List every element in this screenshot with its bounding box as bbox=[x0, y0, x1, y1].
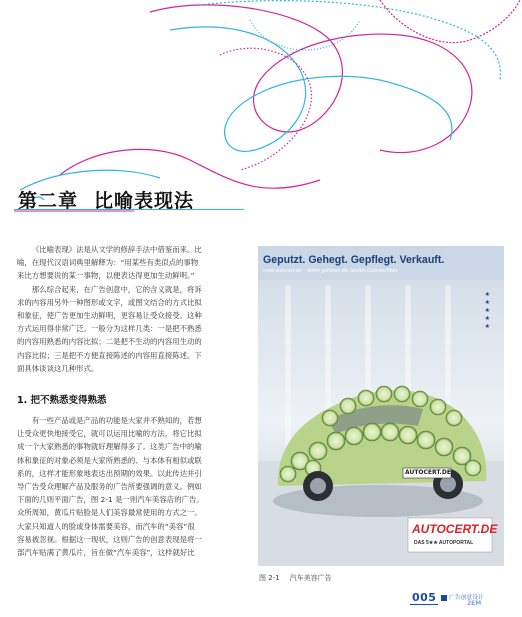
title-underline bbox=[14, 207, 244, 212]
ad-subline: www.autocert.de – dohin gehören die besten Gebrauchten. bbox=[263, 268, 399, 274]
ad-headline: Geputzt. Gehegt. Gepflegt. Verkauft. bbox=[263, 254, 445, 266]
body-line: 和象征，使广告更加生动鲜明，更容易让受众接受。这种 bbox=[17, 311, 202, 321]
page-number-underline bbox=[410, 604, 438, 605]
body-line: 大家只知道人的脸或身体需要美容，而汽车的“美容”很 bbox=[17, 521, 195, 531]
star-rating: ★ ★ ★ ★ ★ bbox=[484, 291, 490, 330]
decorative-swirl-graphic bbox=[0, 0, 522, 200]
section-paragraph bbox=[17, 414, 247, 559]
body-line: 面具体谈谈这几种形式。 bbox=[17, 363, 99, 373]
body-line: 导广告受众理解产品及服务的广告所要强调的意义。例如 bbox=[17, 482, 202, 492]
ad-figure bbox=[258, 246, 504, 566]
body-line: 下面的几则平面广告，图 2-1 是一则汽车美容店的广告。 bbox=[17, 495, 204, 505]
running-head-text: 广告创意设计 bbox=[449, 595, 484, 601]
body-line: 那么综合起来，在广告创意中，它的含义就是，将诉 bbox=[31, 284, 202, 294]
chapter-name: 比喻表现法 bbox=[94, 190, 195, 212]
body-line: 方式运用得非常广泛。一般分为这样几类：一是把不熟悉 bbox=[17, 324, 202, 334]
body-line: 体和象征的对象必须是大家所熟悉的、与本体有相似或联 bbox=[17, 455, 202, 465]
body-line: 容易被忽视。根据这一现状，这则广告的创意表现是将一 bbox=[17, 534, 202, 544]
license-plate-text: AUTOCERT.DE bbox=[405, 469, 451, 476]
figure-caption bbox=[259, 573, 332, 583]
chapter-number: 第二章 bbox=[18, 190, 79, 212]
figure-label: 图 2-1 bbox=[259, 574, 280, 582]
body-line: 内容比拟；三是把不方便直接陈述的内容用直接陈述。下 bbox=[17, 350, 202, 360]
figure-caption-text: 汽车美容广告 bbox=[289, 574, 332, 582]
running-code: 2EM bbox=[467, 600, 482, 607]
intro-paragraph bbox=[17, 243, 247, 375]
body-line: 《比喻表现》法是从文学的修辞手法中借鉴而来。比 bbox=[31, 245, 202, 254]
section-heading: 1. 把不熟悉变得熟悉 bbox=[17, 395, 107, 406]
page-number: 005 bbox=[412, 591, 437, 604]
body-line: 的内容用熟悉的内容比拟；二是把不生动的内容用生动的 bbox=[17, 337, 202, 347]
car-ad-image bbox=[258, 246, 504, 566]
body-line: 来比方想要说的某一事物，以便表达得更加生动鲜明。” bbox=[17, 271, 195, 281]
body-line: 让受众更快地接受它，就可以运用比喻的方法，将它比拟 bbox=[17, 429, 202, 439]
autocert-logo: AUTOCERT.DE bbox=[412, 522, 498, 536]
body-line: 众所周知，黄瓜片贴脸是人们美容最常使用的方式之一。 bbox=[17, 508, 202, 518]
autocert-logo-sub: DAS 5★★ AUTOPORTAL bbox=[414, 540, 474, 546]
body-line: 求的内容用另外一种图形或文字，或图文结合的方式比拟 bbox=[17, 297, 202, 307]
body-line: 成一个大家熟悉的事物就好理解得多了。这类广告中的喻 bbox=[17, 442, 202, 452]
body-line: 系的，这样才能形象地表达出预期的效果。以此传达并引 bbox=[17, 468, 202, 478]
body-line: 有一些产品或是产品的功能是大家并不熟知的，若想 bbox=[31, 416, 202, 425]
square-icon bbox=[441, 595, 447, 601]
body-line: 喻，在现代汉语词典里解释为：“用某些有类似点的事物 bbox=[17, 258, 199, 268]
body-line: 部汽车贴满了黄瓜片，旨在做“汽车美容”，这样就好比 bbox=[17, 548, 195, 558]
